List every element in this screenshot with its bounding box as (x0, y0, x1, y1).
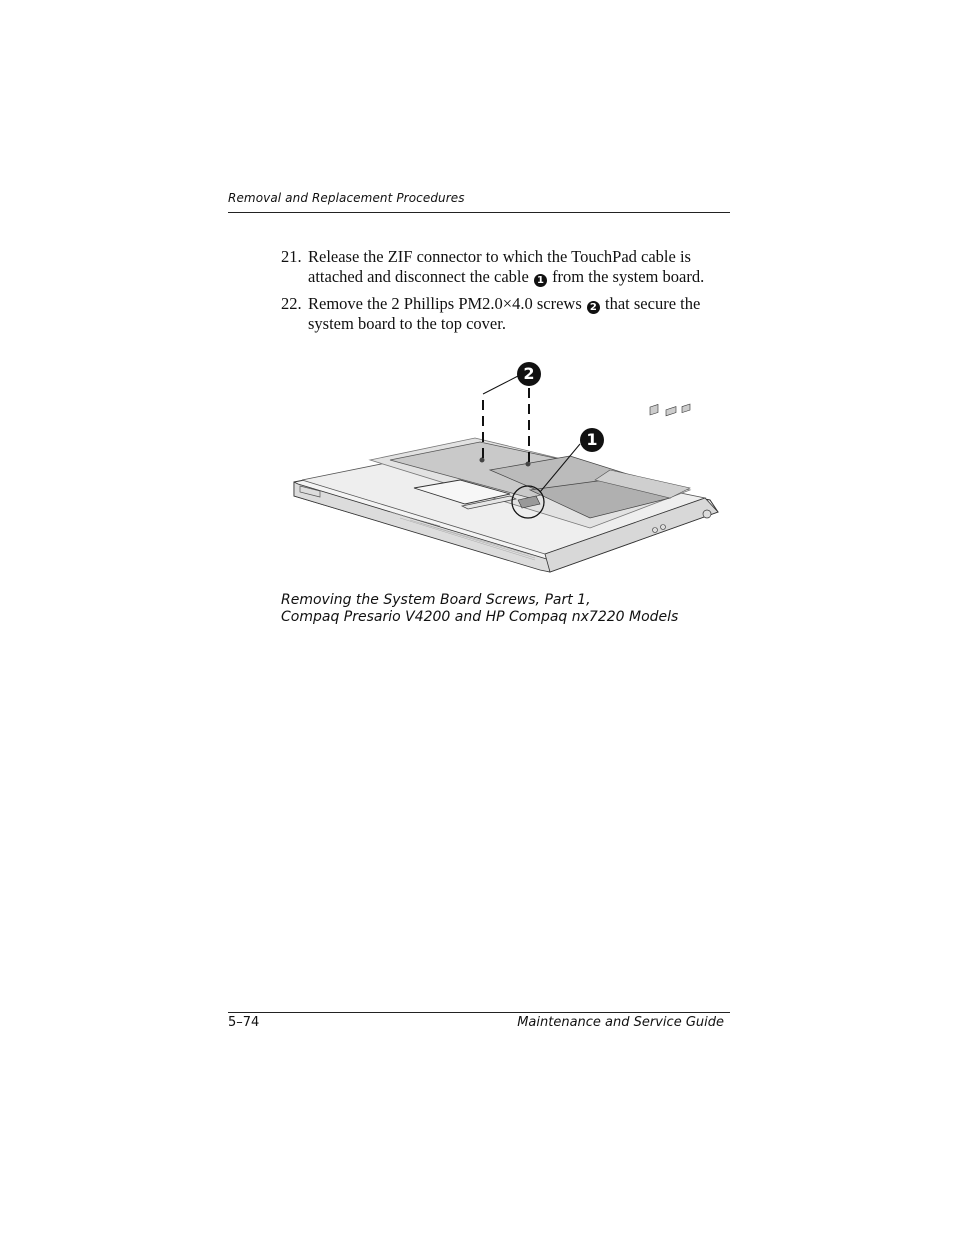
guide-title: Maintenance and Service Guide (517, 1015, 724, 1030)
step-number: 21. (281, 247, 302, 266)
running-footer (228, 1012, 730, 1037)
figure-caption (281, 592, 678, 626)
running-header (228, 190, 730, 213)
step-text (308, 247, 731, 287)
step-22 (281, 294, 731, 334)
step-21 (281, 247, 731, 287)
step-text-segment: from the system board. (552, 266, 705, 286)
step-text-segment: that secure the (605, 293, 701, 313)
figure-callout-2: 2 (517, 362, 541, 386)
procedure-steps (281, 247, 731, 340)
step-text-segment: Remove the 2 Phillips PM2.0×4.0 screws (308, 293, 582, 313)
callout-1-icon: 1 (534, 274, 547, 287)
page-number: 5–74 (228, 1015, 260, 1030)
figure-callout-1: 1 (580, 428, 604, 452)
step-text-line: system board to the top cover. (308, 313, 506, 333)
step-text-segment: attached and disconnect the cable (308, 266, 529, 286)
callout-2-icon: 2 (587, 301, 600, 314)
section-title: Removal and Replacement Procedures (228, 191, 465, 205)
caption-line: Removing the System Board Screws, Part 1, (281, 592, 591, 608)
laptop-top-cover-illustration (290, 360, 730, 580)
step-text (308, 294, 731, 334)
step-text-line: Release the ZIF connector to which the TouchPad cable is (308, 247, 691, 266)
caption-line: Compaq Presario V4200 and HP Compaq nx7220 Models (281, 609, 679, 625)
laptop-illustration-svg (290, 360, 730, 580)
step-number: 22. (281, 293, 302, 313)
